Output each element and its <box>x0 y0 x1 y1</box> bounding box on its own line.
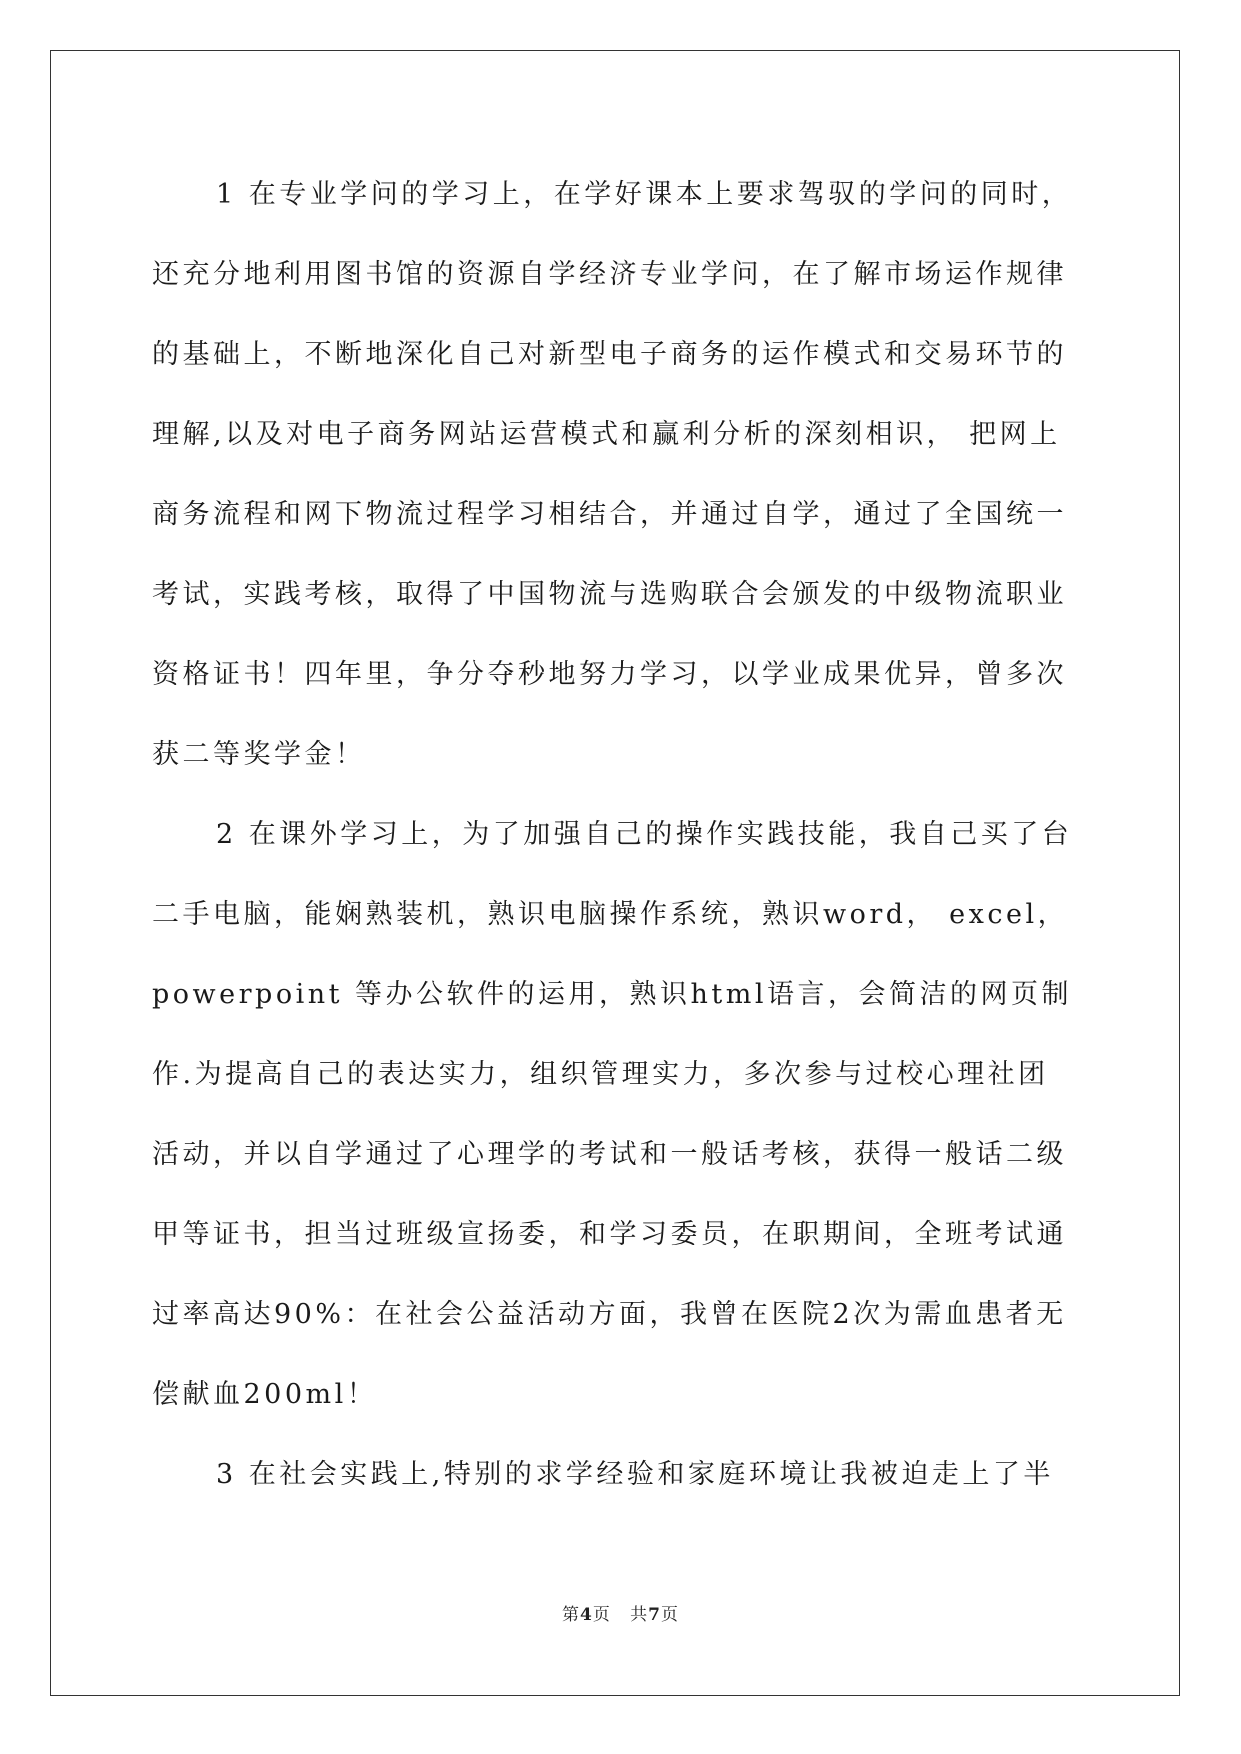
text-line: 甲等证书，担当过班级宣扬委，和学习委员，在职期间，全班考试通 <box>152 1219 1067 1250</box>
text-line: 活动，并以自学通过了心理学的考试和一般话考核，获得一般话二级 <box>152 1139 1067 1170</box>
text-line: 偿献血200ml！ <box>152 1379 378 1410</box>
footer-middle: 页 共 <box>592 1605 649 1625</box>
total-page-number: 7 <box>648 1605 661 1625</box>
text-line: 过率高达90%：在社会公益活动方面，我曾在医院2次为需血患者无 <box>152 1299 1067 1330</box>
text-line: 作.为提高自己的表达实力，组织管理实力，多次参与过校心理社团 <box>152 1059 1049 1090</box>
text-line: 获二等奖学金！ <box>152 739 366 770</box>
paragraph-1 <box>152 155 1088 795</box>
text-line: 的基础上，不断地深化自己对新型电子商务的运作模式和交易环节的 <box>152 339 1067 370</box>
current-page-number: 4 <box>580 1605 593 1625</box>
text-line: 1 在专业学问的学习上，在学好课本上要求驾驭的学问的同时， <box>216 179 1073 210</box>
text-line: powerpoint 等办公软件的运用，熟识html语言，会简洁的网页制 <box>152 979 1073 1010</box>
text-line: 理解,以及对电子商务网站运营模式和赢利分析的深刻相识， 把网上 <box>152 419 1061 450</box>
text-line: 二手电脑，能娴熟装机，熟识电脑操作系统，熟识word， excel， <box>152 899 1069 930</box>
paragraph-3 <box>152 1435 1088 1515</box>
paragraph-2 <box>152 795 1088 1435</box>
footer-suffix: 页 <box>660 1605 679 1625</box>
footer-prefix: 第 <box>562 1605 581 1625</box>
text-line: 2 在课外学习上，为了加强自己的操作实践技能，我自己买了台 <box>216 819 1073 850</box>
text-line: 商务流程和网下物流过程学习相结合，并通过自学，通过了全国统一 <box>152 499 1067 530</box>
text-line: 3 在社会实践上,特别的求学经验和家庭环境让我被迫走上了半 <box>216 1459 1054 1490</box>
text-line: 还充分地利用图书馆的资源自学经济专业学问，在了解市场运作规律 <box>152 259 1067 290</box>
document-body <box>152 155 1088 1515</box>
page-footer <box>0 1600 1241 1625</box>
text-line: 考试，实践考核，取得了中国物流与选购联合会颁发的中级物流职业 <box>152 579 1067 610</box>
text-line: 资格证书！四年里，争分夺秒地努力学习，以学业成果优异，曾多次 <box>152 659 1067 690</box>
